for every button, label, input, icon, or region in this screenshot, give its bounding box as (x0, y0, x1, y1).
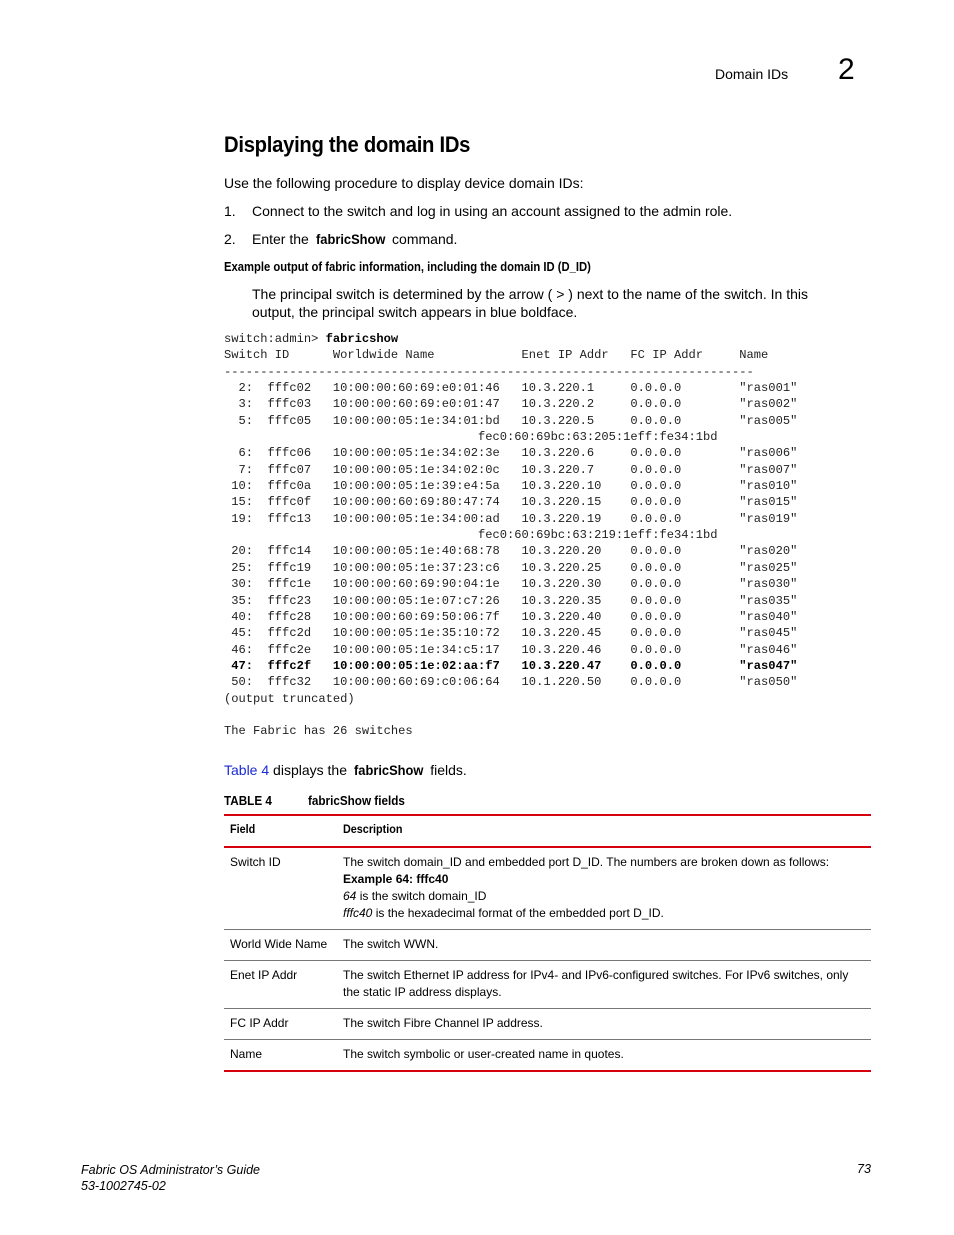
code-prompt-line: switch:admin> fabricshow (224, 332, 399, 346)
note-line-1: The principal switch is determined by the arrow ( > ) next to the name of the switch. In this (252, 286, 808, 302)
code-row: 46: fffc2e 10:00:00:05:1e:34:c5:17 10.3.220.46 0.0.0.0 "ras046" (224, 642, 798, 657)
code-row: 40: fffc28 10:00:00:60:69:50:06:7f 10.3.220.40 0.0.0.0 "ras040" (224, 609, 798, 624)
example-caption: Example output of fabric information, including the domain ID (D_ID) (224, 260, 591, 274)
code-row-principal: 47: fffc2f 10:00:00:05:1e:02:aa:f7 10.3.220.47 0.0.0.0 "ras047" (224, 658, 798, 673)
code-row: 25: fffc19 10:00:00:05:1e:37:23:c6 10.3.220.25 0.0.0.0 "ras025" (224, 560, 798, 575)
table-row (224, 930, 871, 961)
table-row (224, 961, 871, 1009)
step-1-number: 1. (224, 203, 236, 219)
example-label: Example 64: fffc40 (343, 872, 449, 886)
code-row: 10: fffc0a 10:00:00:05:1e:39:e4:5a 10.3.220.10 0.0.0.0 "ras010" (224, 479, 798, 494)
col-header-field: Field (224, 815, 337, 847)
code-sample (224, 331, 797, 740)
code-blank (224, 707, 797, 723)
command-name: fabricShow (315, 231, 386, 247)
code-row: 6: fffc06 10:00:00:05:1e:34:02:3e 10.3.220.6 0.0.0.0 "ras006" (224, 446, 798, 461)
description-cell: The switch domain_ID and embedded port D_ID. The numbers are broken down as follows: Example 64: fffc40 64 is the switch domain_ID fffc40 is the hexadecimal format of the embedded port D_ID. (337, 847, 871, 930)
code-truncated: (output truncated) (224, 691, 355, 706)
code-row: 50: fffc32 10:00:00:60:69:c0:06:64 10.1.220.50 0.0.0.0 "ras050" (224, 675, 798, 690)
code-row: 20: fffc14 10:00:00:05:1e:40:68:78 10.3.220.20 0.0.0.0 "ras020" (224, 544, 798, 559)
step-1-text: Connect to the switch and log in using an account assigned to the admin role. (252, 203, 733, 219)
footer-doc-number: 53-1002745-02 (81, 1179, 166, 1193)
footer-guide-title: Fabric OS Administrator’s Guide (81, 1163, 260, 1177)
description-cell: The switch symbolic or user-created name in quotes. (337, 1040, 871, 1072)
code-row: 19: fffc13 10:00:00:05:1e:34:00:ad 10.3.220.19 0.0.0.0 "ras019" (224, 511, 798, 526)
table-title: fabricShow fields (308, 793, 405, 808)
note-line-2: output, the principal switch appears in blue boldface. (252, 304, 578, 320)
step-2-number: 2. (224, 231, 236, 247)
code-row: fec0:60:69bc:63:219:1eff:fe34:1bd (224, 528, 718, 543)
intro-text: Use the following procedure to display device domain IDs: (224, 175, 584, 191)
table-4-link[interactable]: Table 4 (224, 762, 270, 778)
code-row: 5: fffc05 10:00:00:05:1e:34:01:bd 10.3.220.5 0.0.0.0 "ras005" (224, 413, 798, 428)
code-summary: The Fabric has 26 switches (224, 724, 413, 739)
field-cell: World Wide Name (224, 930, 337, 961)
description-cell: The switch Ethernet IP address for IPv4- and IPv6-configured switches. For IPv6 switches, only the static IP address displays. (337, 961, 871, 1009)
section-title: Displaying the domain IDs (224, 132, 471, 157)
code-row: fec0:60:69bc:63:205:1eff:fe34:1bd (224, 430, 718, 445)
field-cell: Enet IP Addr (224, 961, 337, 1009)
code-rule: ------------------------------------------------------------------------- (224, 364, 754, 379)
code-row: 3: fffc03 10:00:00:60:69:e0:01:47 10.3.220.2 0.0.0.0 "ras002" (224, 397, 798, 412)
fields-table (224, 814, 871, 1072)
running-header-section: Domain IDs (715, 66, 789, 82)
step-2-text: Enter the fabricShow command. (252, 231, 458, 247)
code-row: 30: fffc1e 10:00:00:60:69:90:04:1e 10.3.220.30 0.0.0.0 "ras030" (224, 577, 798, 592)
col-header-description: Description (337, 815, 871, 847)
table-row (224, 1040, 871, 1072)
code-row: 45: fffc2d 10:00:00:05:1e:35:10:72 10.3.220.45 0.0.0.0 "ras045" (224, 626, 798, 641)
table-label: TABLE 4 (224, 793, 272, 808)
code-row: 15: fffc0f 10:00:00:60:69:80:47:74 10.3.220.15 0.0.0.0 "ras015" (224, 495, 798, 510)
code-row: 7: fffc07 10:00:00:05:1e:34:02:0c 10.3.220.7 0.0.0.0 "ras007" (224, 462, 798, 477)
footer-guide (81, 1162, 260, 1194)
table-reference-text: Table 4 displays the fabricShow fields. (224, 762, 467, 778)
description-cell: The switch WWN. (337, 930, 871, 961)
table-header-row (224, 815, 871, 847)
chapter-number: 2 (838, 53, 855, 86)
description-cell: The switch Fibre Channel IP address. (337, 1009, 871, 1040)
field-cell: Name (224, 1040, 337, 1072)
footer-page-number: 73 (857, 1162, 871, 1176)
field-cell: Switch ID (224, 847, 337, 930)
field-cell: FC IP Addr (224, 1009, 337, 1040)
table-row (224, 1009, 871, 1040)
code-row: 2: fffc02 10:00:00:60:69:e0:01:46 10.3.220.1 0.0.0.0 "ras001" (224, 381, 798, 396)
table-row (224, 847, 871, 930)
code-row: 35: fffc23 10:00:00:05:1e:07:c7:26 10.3.220.35 0.0.0.0 "ras035" (224, 593, 798, 608)
code-header: Switch ID Worldwide Name Enet IP Addr FC IP Addr Name (224, 348, 769, 363)
